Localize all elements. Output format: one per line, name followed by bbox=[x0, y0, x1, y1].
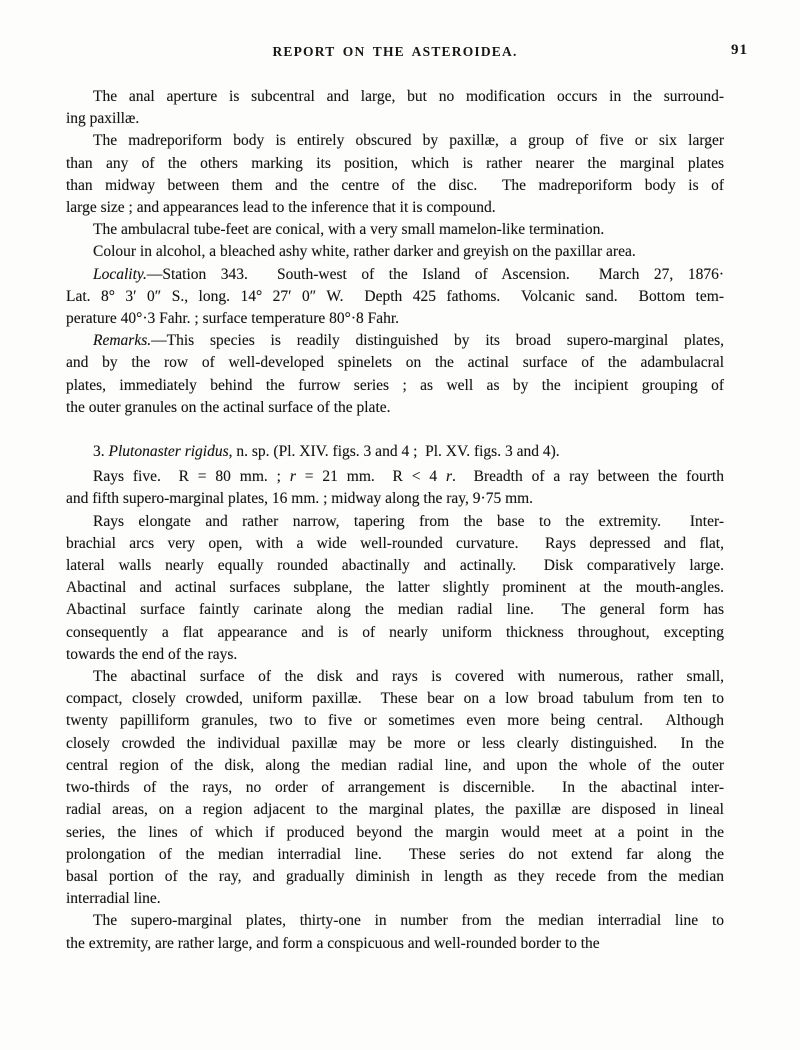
text-line: Abactinal surface faintly carinate along the median radial line. The general form has bbox=[66, 601, 724, 619]
text-line: basal portion of the ray, and gradually diminish in length as they recede from the median bbox=[66, 867, 724, 885]
text-line: twenty papilliform granules, two to five or sometimes even more being central. Although bbox=[66, 712, 724, 730]
text-line: plates, immediately behind the furrow series ; as well as by the incipient grouping of bbox=[66, 376, 724, 394]
paragraph bbox=[66, 86, 724, 130]
text-line: Colour in alcohol, a bleached ashy white, rather darker and greyish on the paxillar area. bbox=[93, 243, 636, 261]
text-line: two-thirds of the rays, no order of arrangement is discernible. In the abactinal inter- bbox=[66, 779, 724, 797]
text-line: central region of the disk, along the median radial line, and upon the whole of the outer bbox=[66, 756, 724, 774]
text-line: The ambulacral tube-feet are conical, with a very small mamelon-like termination. bbox=[93, 221, 605, 239]
text-line: consequently a flat appearance and is of nearly uniform thickness throughout, excepting bbox=[66, 623, 724, 641]
running-title: REPORT ON THE ASTEROIDEA. bbox=[272, 44, 518, 59]
paragraph bbox=[66, 466, 724, 510]
paragraph bbox=[66, 130, 724, 219]
text-line: Locality.—Station 343. South-west of the Island of Ascension. March 27, 1876· bbox=[93, 265, 724, 283]
text-line: closely crowded the individual paxillæ may be more or less clearly distinguished. In the bbox=[66, 734, 724, 752]
page-number: 91 bbox=[731, 42, 748, 58]
text-line: Rays elongate and rather narrow, tapering from the base to the extremity. Inter- bbox=[93, 512, 724, 530]
text-line: radial areas, on a region adjacent to the marginal plates, the paxillæ are disposed in lineal bbox=[66, 801, 724, 819]
text-line: Rays five. R = 80 mm. ; r = 21 mm. R < 4 r. Breadth of a ray between the fourth bbox=[93, 468, 724, 486]
paragraph bbox=[66, 241, 724, 263]
paragraph bbox=[66, 910, 724, 954]
paragraph bbox=[66, 666, 724, 910]
text-line: The madreporiform body is entirely obscured by paxillæ, a group of five or six larger bbox=[93, 132, 724, 150]
paragraph bbox=[66, 330, 724, 419]
page-body bbox=[66, 86, 724, 955]
text-line: Abactinal and actinal surfaces subplane, the latter slightly prominent at the mouth-angles. bbox=[66, 579, 724, 597]
paragraph bbox=[66, 511, 724, 666]
text-line: compact, closely crowded, uniform paxillæ. These bear on a low broad tabulum from ten to bbox=[66, 690, 724, 708]
text-line: The abactinal surface of the disk and rays is covered with numerous, rather small, bbox=[93, 668, 724, 686]
text-line: The supero-marginal plates, thirty-one in number from the median interradial line to bbox=[93, 912, 724, 930]
text-line: Remarks.—This species is readily distinguished by its broad supero-marginal plates, bbox=[93, 332, 724, 350]
text-line: than midway between them and the centre of the disc. The madreporiform body is of bbox=[66, 176, 724, 194]
text-line: towards the end of the rays. bbox=[66, 645, 238, 663]
paragraph bbox=[66, 219, 724, 241]
text-line: series, the lines of which if produced beyond the margin would meet at a point in the bbox=[66, 823, 724, 841]
text-line: interradial line. bbox=[66, 890, 161, 908]
text-line: prolongation of the median interradial line. These series do not extend far along the bbox=[66, 845, 724, 863]
species-heading bbox=[66, 441, 724, 463]
page-header bbox=[66, 42, 748, 64]
text-line: 3. Plutonaster rigidus, n. sp. (Pl. XIV. figs. 3 and 4 ; Pl. XV. figs. 3 and 4). bbox=[93, 443, 560, 461]
text-line: than any of the others marking its position, which is rather nearer the marginal plates bbox=[66, 154, 724, 172]
text-line: the extremity, are rather large, and form a conspicuous and well-rounded border to the bbox=[66, 934, 600, 952]
text-line: large size ; and appearances lead to the inference that it is compound. bbox=[66, 199, 496, 217]
text-line: and by the row of well-developed spinelets on the actinal surface of the adambulacral bbox=[66, 354, 724, 372]
text-line: perature 40°·3 Fahr. ; surface temperature 80°·8 Fahr. bbox=[66, 310, 400, 328]
text-line: The anal aperture is subcentral and large, but no modification occurs in the surround- bbox=[93, 88, 724, 105]
text-line: lateral walls nearly equally rounded abactinally and actinally. Disk comparatively large. bbox=[66, 557, 724, 575]
text-line: brachial arcs very open, with a wide well-rounded curvature. Rays depressed and flat, bbox=[66, 534, 724, 552]
text-line: the outer granules on the actinal surface of the plate. bbox=[66, 398, 391, 416]
paragraph bbox=[66, 264, 724, 331]
text-line: ing paxillæ. bbox=[66, 110, 140, 128]
text-line: and fifth supero-marginal plates, 16 mm. ; midway along the ray, 9·75 mm. bbox=[66, 490, 534, 508]
text-line: Lat. 8° 3′ 0″ S., long. 14° 27′ 0″ W. Depth 425 fathoms. Volcanic sand. Bottom tem- bbox=[66, 287, 724, 305]
